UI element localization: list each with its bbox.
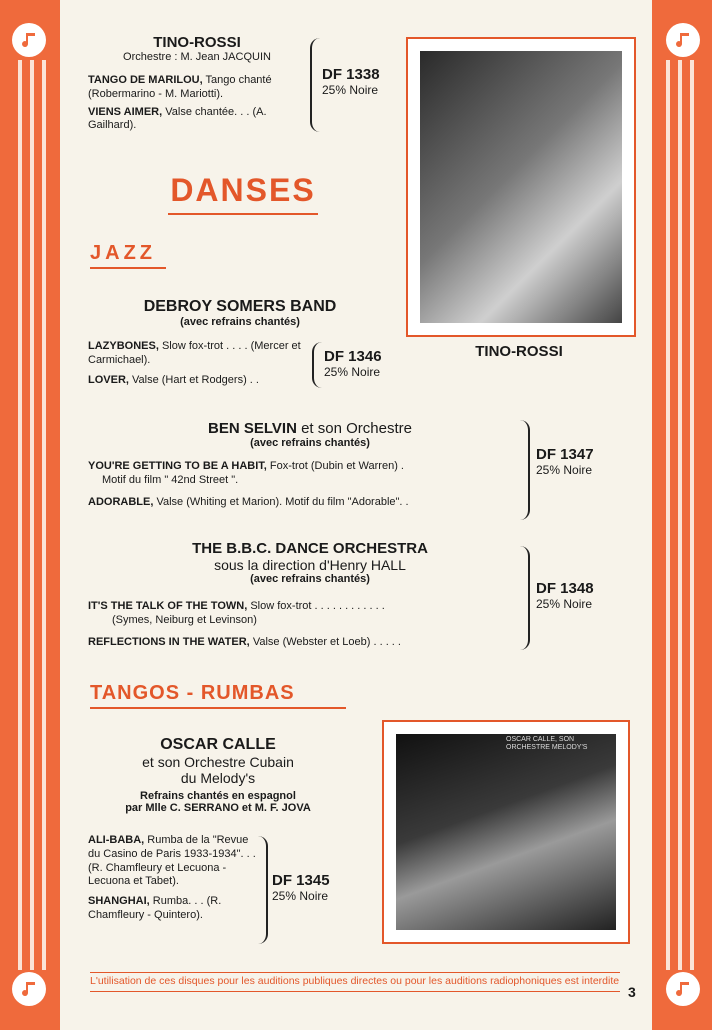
track-title: VIENS AIMER, (88, 105, 163, 118)
oscar-entry (88, 736, 348, 814)
debroy-tracks (88, 340, 306, 387)
right-stripe-1 (666, 60, 670, 970)
photo-sign: OSCAR CALLE, SON ORCHESTRE MELODY'S (506, 736, 588, 752)
band-name: BEN SELVIN (208, 420, 297, 437)
film-motif: Motif du film " 42nd Street ". (102, 473, 239, 486)
track-description: Fox-trot (Dubin et Warren) . (269, 460, 404, 472)
track-description: Valse (Webster et Loeb) . . . . . (252, 635, 401, 648)
track-credits: (Symes, Neiburg et Levinson) (112, 613, 257, 626)
catalog-block (536, 580, 626, 611)
track-entry (88, 74, 303, 102)
track-description: Valse (Hart et Rodgers) . . (132, 373, 259, 386)
catalog-block (324, 348, 404, 379)
left-stripe-1 (18, 60, 22, 970)
catalog-number: DF 1347 (536, 446, 594, 463)
track-title: REFLECTIONS IN THE WATER, (88, 635, 250, 648)
track-title: ALI-BABA, (88, 834, 145, 846)
top-tracks (88, 74, 303, 133)
track-description: Slow fox-trot . . . . (Mercer et Carmichael). (88, 340, 301, 366)
brace (518, 546, 530, 650)
track-entry (88, 834, 256, 889)
orchestra-line: du Melody's (180, 770, 256, 786)
selvin-entry (120, 420, 500, 449)
catalog-number: DF 1345 (272, 872, 330, 889)
oscar-calle-photo (382, 720, 630, 944)
selvin-tracks (88, 460, 518, 509)
artist-name: TINO-ROSSI (153, 34, 241, 51)
track-entry (88, 374, 306, 388)
band-name: THE B.B.C. DANCE ORCHESTRA (192, 540, 428, 557)
left-border (0, 0, 60, 1030)
track-title: LAZYBONES, (88, 340, 159, 352)
catalog-number: DF 1348 (536, 580, 594, 597)
record-format: 25% Noire (322, 83, 379, 97)
refrain-note: Refrains chantés en espagnol (140, 790, 296, 802)
track-title: YOU'RE GETTING TO BE A HABIT, (88, 460, 267, 472)
catalog-block (322, 66, 402, 97)
catalog-page (60, 0, 652, 1030)
track-entry (88, 340, 306, 368)
track-entry (88, 895, 256, 923)
record-format: 25% Noire (536, 597, 593, 611)
track-title: SHANGHAI, (88, 895, 150, 907)
music-note-icon (12, 23, 46, 57)
bbc-tracks (88, 600, 518, 649)
brace (518, 420, 530, 520)
music-note-icon (666, 972, 700, 1006)
brace (312, 342, 324, 388)
singers-credit: par Mlle C. SERRANO et M. F. JOVA (125, 802, 311, 814)
music-note-icon (12, 972, 46, 1006)
brace (310, 38, 322, 132)
track-description: Tango chanté (Robermarino - M. Mariotti). (88, 74, 272, 100)
track-description: Rumba de la "Revue du Casino de Paris 1933-1934". . . (R. Chamfleury et Lecuona - Lecuona et Tabet). (88, 834, 256, 888)
catalog-block (536, 446, 626, 477)
direction-credit: sous la direction d'Henry HALL (214, 557, 406, 573)
orchestra-image (396, 734, 616, 930)
track-description: Valse chantée. . . (A. Gailhard). (88, 105, 267, 132)
track-title: IT'S THE TALK OF THE TOWN, (88, 600, 248, 612)
top-entry (92, 34, 302, 63)
right-stripe-3 (690, 60, 694, 970)
artist-name: OSCAR CALLE (160, 736, 276, 753)
left-stripe-2 (30, 60, 34, 970)
orchestra-credit: Orchestre : M. Jean JACQUIN (123, 51, 271, 63)
photo-caption: TINO-ROSSI (475, 343, 563, 360)
debroy-entry (110, 298, 370, 328)
track-entry (88, 460, 518, 474)
track-description: Rumba. . . (R. Chamfleury - Quintero). (88, 895, 222, 921)
record-format: 25% Noire (536, 463, 593, 477)
oscar-tracks (88, 834, 256, 923)
track-entry (88, 636, 518, 650)
refrain-note: (avec refrains chantés) (250, 437, 370, 449)
track-description: Valse (Whiting et Marion). Motif du film "Adorable". . (156, 495, 409, 508)
page-number: 3 (628, 984, 636, 1000)
section-title-danses: DANSES (168, 172, 318, 215)
right-stripe-2 (678, 60, 682, 970)
catalog-block (272, 872, 362, 903)
catalog-number: DF 1338 (322, 66, 380, 83)
track-entry (88, 106, 303, 134)
record-format: 25% Noire (272, 889, 329, 903)
portrait-image (420, 51, 622, 323)
section-title-jazz: JAZZ (90, 242, 166, 269)
music-note-icon (666, 23, 700, 57)
track-title: LOVER, (88, 373, 129, 386)
refrain-note: (avec refrains chantés) (250, 573, 370, 585)
orchestra-line: et son Orchestre Cubain (142, 754, 294, 770)
band-name: DEBROY SOMERS BAND (143, 298, 337, 315)
footer-notice: L'utilisation de ces disques pour les auditions publiques directes ou pour les auditions radiophoniques est interdite (90, 972, 620, 992)
refrain-note: (avec refrains chantés) (180, 316, 300, 328)
catalog-number: DF 1346 (324, 348, 382, 365)
bbc-entry (120, 540, 500, 585)
track-entry (88, 600, 518, 614)
left-stripe-3 (42, 60, 46, 970)
section-title-tangos-rumbas: TANGOS - RUMBAS (90, 682, 346, 709)
track-title: ADORABLE, (88, 495, 154, 508)
brace (256, 836, 268, 944)
record-format: 25% Noire (324, 365, 381, 379)
track-description: Slow fox-trot . . . . . . . . . . . . (250, 600, 385, 612)
band-suffix: et son Orchestre (301, 420, 412, 437)
track-entry (88, 496, 518, 510)
track-title: TANGO DE MARILOU, (88, 74, 203, 86)
tino-rossi-photo (406, 37, 636, 337)
right-border (652, 0, 712, 1030)
